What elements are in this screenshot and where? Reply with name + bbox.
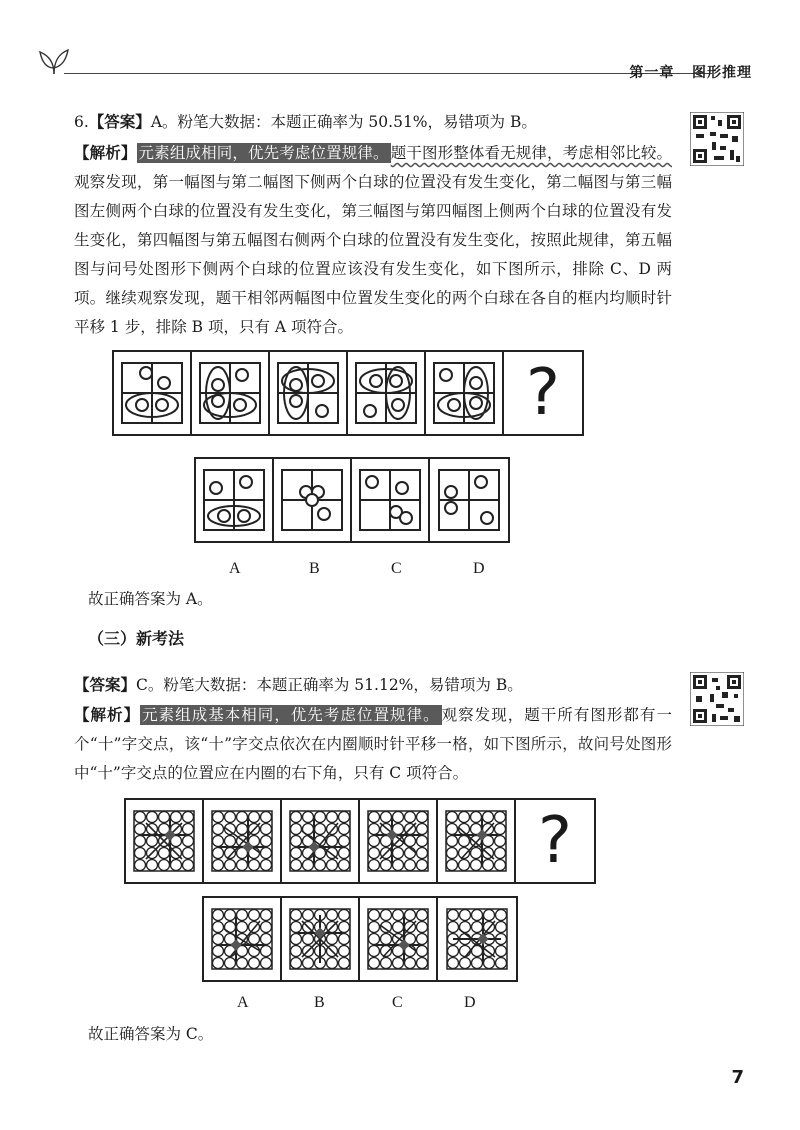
question-mark: ? (526, 356, 560, 430)
q6-stem-panel (114, 352, 192, 434)
q7-answer-text: C。粉笔大数据：本题正确率为 51.12%，易错项为 B。 (136, 676, 523, 694)
q6-option-b-figure[interactable] (274, 459, 352, 541)
q7-stem-panel (438, 800, 516, 882)
q6-option-a-figure[interactable] (196, 459, 274, 541)
q7-option-b-figure[interactable] (282, 898, 360, 980)
header-rule (64, 73, 712, 74)
q6-option-c-figure[interactable] (352, 459, 430, 541)
header-chapter (629, 62, 752, 82)
q7-answer-tag: 【答案】 (74, 676, 137, 694)
q6-analysis-wavy: 题干图形整体看无规律，考虑相邻比较。 (390, 144, 672, 162)
q6-analysis-body: 观察发现，第一幅图与第二幅图下侧两个白球的位置没有发生变化，第二幅图与第三幅图左侧两个白球的位置没有发生变化，第三幅图与第四幅图上侧两个白球的位置没有发生变化，第四幅图与第五幅图右侧两个白球的位置没有发生变化，按照此规律，第五幅图与问号处图形下侧两个白球的位置应该没有发生变化，如下图所示，排除 C、D 两项。继续观察发现，题干相邻两幅图中位置发生变化的两个白球在各自的框内均顺时针平移 1 步，排除 B 项，只有 A 项符合。 (74, 173, 672, 336)
q7-option-label-c: C (392, 994, 403, 1011)
page-number: 7 (731, 1067, 744, 1088)
q6-stem-figures (112, 350, 584, 436)
q7-analysis-highlight: 元素组成基本相同，优先考虑位置规律。 (142, 706, 440, 724)
section-title: （三）新考法 (88, 629, 185, 648)
q7-option-d-figure[interactable] (438, 898, 516, 980)
q7-stem-figures (124, 798, 596, 884)
q6-option-d-figure[interactable] (430, 459, 508, 541)
q6-conclusion: 故正确答案为 A。 (88, 590, 213, 608)
q6-stem-panel (426, 352, 504, 434)
q7-stem-panel (282, 800, 360, 882)
q6-option-label-b: B (309, 560, 320, 577)
chapter-title: 图形推理 (692, 65, 752, 81)
q6-analysis-tag: 【解析】 (74, 144, 137, 162)
q6-option-label-c: C (391, 560, 402, 577)
q6-analysis-highlight: 元素组成相同，优先考虑位置规律。 (138, 144, 389, 162)
q7-option-figures (202, 896, 518, 982)
chapter-label: 第一章 (629, 65, 675, 81)
q6-question-panel (504, 352, 582, 434)
leaf-logo-icon (36, 46, 72, 76)
q7-question-panel (516, 800, 594, 882)
q6-stem-panel (192, 352, 270, 434)
q7-option-a-figure[interactable] (204, 898, 282, 980)
q7-analysis (74, 701, 672, 788)
q7-option-label-b: B (314, 994, 325, 1011)
q6-stem-panel (348, 352, 426, 434)
q7-analysis-body: 观察发现，题干所有图形都有一个“十”字交点，该“十”字交点依次在内圈顺时针平移一格，如下图所示，故问号处图形中“十”字交点的位置应在内圈的右下角，只有 C 项符合。 (74, 706, 672, 782)
q7-option-c-figure[interactable] (360, 898, 438, 980)
q6-answer-tag: 【答案】 (88, 113, 151, 131)
q7-conclusion: 故正确答案为 C。 (88, 1025, 214, 1043)
q7-stem-panel (204, 800, 282, 882)
q6-option-figures (194, 457, 510, 543)
q7-stem-panel (126, 800, 204, 882)
q7-option-label-a: A (237, 994, 249, 1011)
q6-stem-panel (270, 352, 348, 434)
q7-analysis-tag: 【解析】 (74, 706, 141, 724)
q6-answer-text: A。粉笔大数据：本题正确率为 50.51%，易错项为 B。 (150, 113, 537, 131)
q6-number: 6. (74, 113, 89, 131)
q7-stem-panel (360, 800, 438, 882)
q7-option-label-d: D (464, 994, 476, 1011)
q7-answer-line (74, 671, 672, 700)
q6-answer-line (74, 108, 672, 137)
qr-code-icon[interactable] (690, 112, 744, 166)
q6-analysis (74, 139, 672, 342)
question-mark: ? (538, 804, 572, 878)
q6-option-label-a: A (229, 560, 241, 577)
qr-code-icon[interactable] (690, 672, 744, 726)
q6-option-label-d: D (473, 560, 485, 577)
